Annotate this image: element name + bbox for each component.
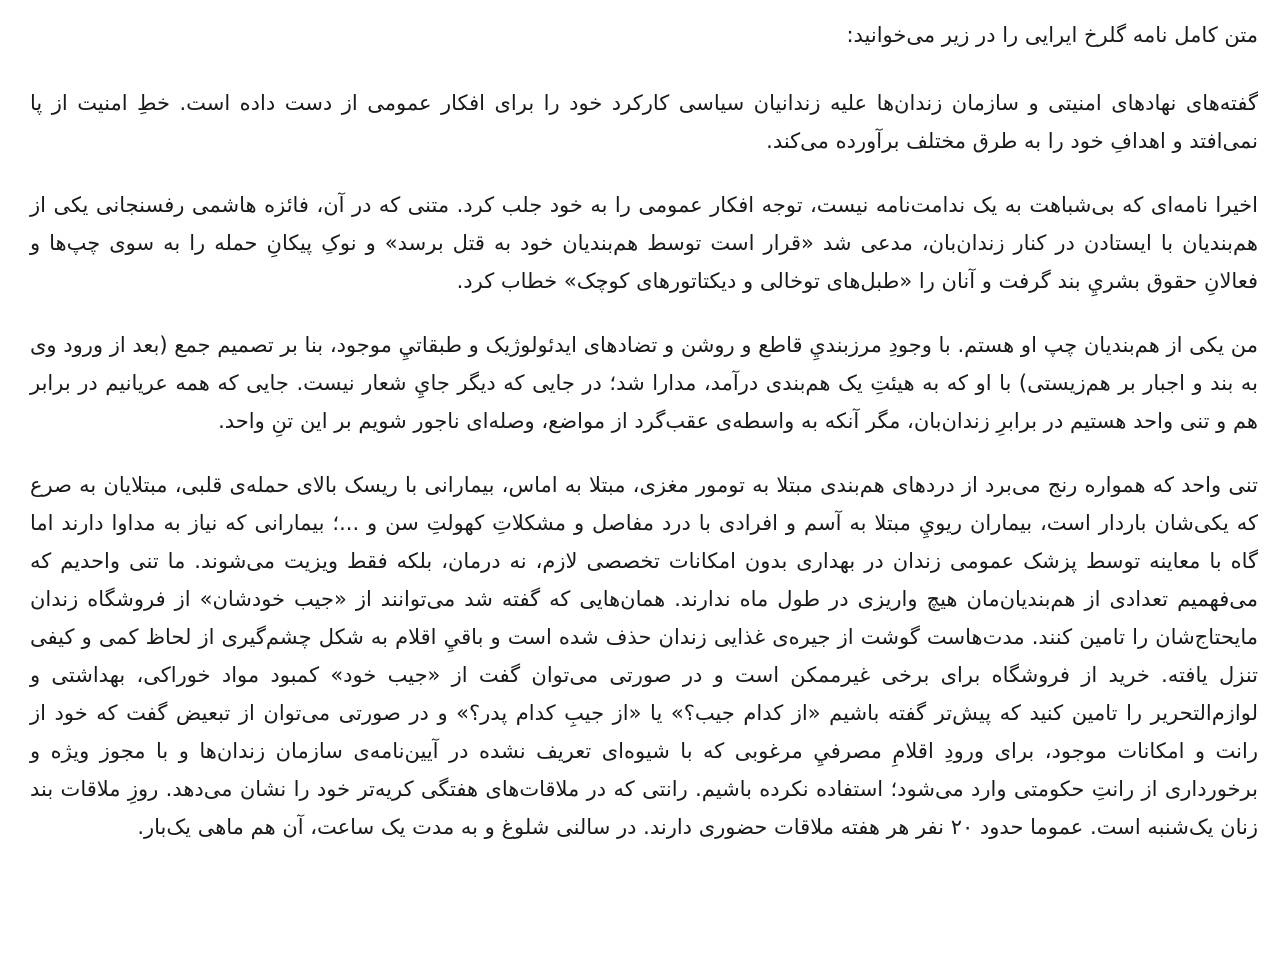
article-intro: متن کامل نامه گلرخ ایرایی را در زیر می‌خوانید: [846,23,1258,47]
article-body [30,16,1258,872]
article-paragraph: تنی واحد که همواره رنج می‌برد از دردهای هم‌بندی مبتلا به تومور مغزی، مبتلا به اماس، بیمارانی با ریسک بالای حمله‌ی قلبی، مبتلایان به صرع که یکی‌شان باردار است، بیماران ریويِ مبتلا به آسم و افرادی با درد مفاصل و مشکلاتِ کهولتِ سن و ...؛ بیمارانی که نیاز به مداوا دارند اما گاه با معاینه توسط پزشک عمومی زندان در بهداری بدون امکانات تخصصی لازم، نه درمان، بلکه فقط ویزیت می‌شوند. ما تنی واحدیم که می‌فهمیم تعدادی از هم‌بندیان‌مان هیچ واریزی در طول ماه ندارند. همان‌هایی که گفته شد می‌توانند از «جیب خودشان» از فروشگاه زندان مایحتاج‌شان را تامین کنند. مدت‌هاست گوشت از جیره‌ی غذایی زندان حذف شده است و باقيِ اقلام به شکل چشم‌گیری از لحاظ کمی و کیفی تنزل یافته. خرید از فروشگاه برای برخی غیرممکن است و در صورتی می‌توان گفت از «جیب خود» کمبود مواد خوراکی، بهداشتی و لوازم‌التحریر را تامین کنید که پیش‌تر گفته باشیم «از کدام جیب؟» یا «از جیبِ کدام پدر؟» و در صورتی می‌توان از تبعیض گفت که خود از رانت و امکانات موجود، برای ورودِ اقلامِ مصرفيِ مرغوبی که با شیوه‌ای تعریف نشده در آیین‌نامه‌ی سازمان زندان‌ها و با مجوز ویژه و برخورداری از رانتِ حکومتی وارد می‌شود؛ استفاده نکرده باشیم. رانتی که در ملاقات‌های هفتگی کریه‌تر خود را نشان می‌دهد. روزِ ملاقات بند زنان یک‌شنبه است. عموما حدود ۲۰ نفر هر هفته ملاقات حضوری دارند. در سالنی شلوغ و به مدت یک ساعت، آن هم ماهی یک‌بار. [30,473,1258,839]
article-paragraph: من یکی از هم‌بندیان چپ او هستم. با وجودِ مرزبنديِ قاطع و روشن و تضادهای ایدئولوژیک و طبقاتيِ موجود، بنا بر تصمیم جمع (بعد از ورود وی به بند و اجبار بر هم‌زیستی) با او که به هیئتِ یک هم‌بندی درآمد، مدارا شد؛ در جایی که دیگر جايِ شعار نیست. جایی که همه عریانیم در برابر هم و تنی واحد هستیم در برابرِ زندان‌بان، مگر آنکه به واسطه‌ی عقب‌گرد از مواضع، وصله‌ای ناجور شویم بر این تنِ واحد. [30,333,1258,433]
article-paragraph: گفته‌های نهادهای امنیتی و سازمان زندان‌ها علیه زندانیان سیاسی کارکرد خود را برای افکار عمومی از دست داده است. خطِ امنیت از پا نمی‌افتد و اهدافِ خود را به طرق مختلف برآورده می‌کند. [30,91,1258,153]
article-paragraph: اخیرا نامه‌ای که بی‌شباهت به یک ندامت‌نامه نیست، توجه افکار عمومی را به خود جلب کرد. متنی که در آن، فائزه هاشمی رفسنجانی یکی از هم‌بندیان با ایستادن در کنار زندان‌بان، مدعی شد «قرار است توسط هم‌بندیان خود به قتل برسد» و نوکِ پیکانِ حمله را به سوی چپ‌ها و فعالانِ حقوق بشريِ بند گرفت و آنان را «طبل‌های توخالی و دیکتاتورهای کوچک» خطاب کرد. [30,193,1258,293]
